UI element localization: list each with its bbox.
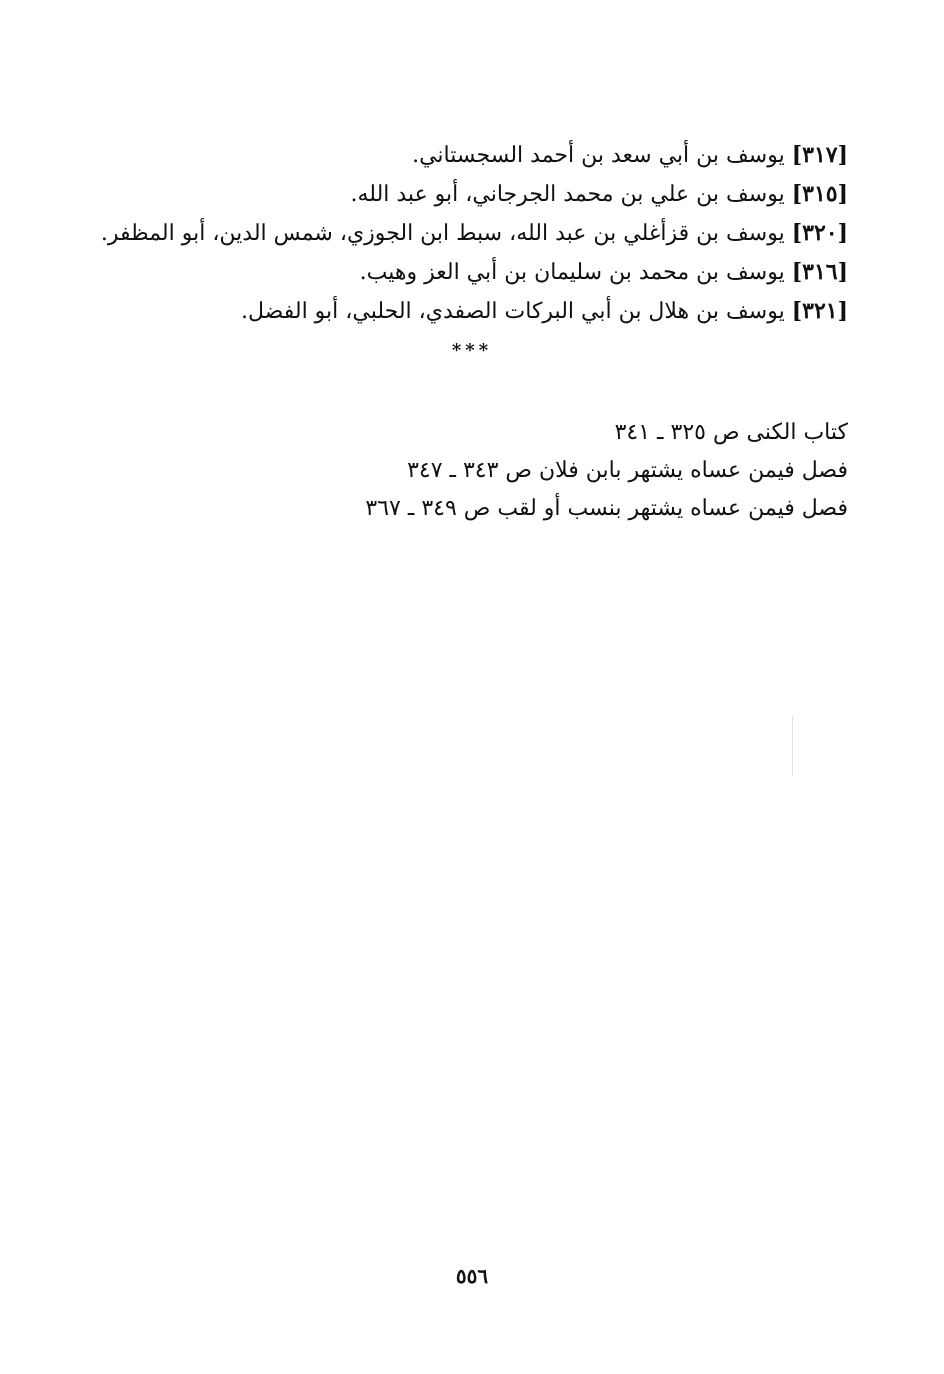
entry-number: [٣١٦] <box>791 259 848 285</box>
page-number: ٥٥٦ <box>455 1264 489 1288</box>
entry-text: يوسف بن علي بن محمد الجرجاني، أبو عبد الله. <box>350 182 785 207</box>
entry-text: يوسف بن محمد بن سليمان بن أبي العز وهيب. <box>359 260 785 285</box>
section-line: كتاب الكنى ص ٣٢٥ ـ ٣٤١ <box>614 420 848 445</box>
entry-number: [٣٢١] <box>791 298 848 324</box>
entry-text: يوسف بن أبي سعد بن أحمد السجستاني. <box>412 143 785 168</box>
entry-number: [٣١٥] <box>791 181 848 207</box>
section-index <box>248 414 848 528</box>
section-separator: *** <box>451 340 493 361</box>
entry-text: يوسف بن قزأغلي بن عبد الله، سبط ابن الجوزي، شمس الدين، أبو المظفر. <box>100 221 785 246</box>
scan-mark <box>792 716 793 776</box>
entry-text: يوسف بن هلال بن أبي البركات الصفدي، الحلبي، أبو الفضل. <box>241 299 785 324</box>
entry-number: [٣١٧] <box>791 142 848 168</box>
entry-list <box>100 136 848 331</box>
list-item <box>100 214 848 253</box>
section-line: فصل فيمن عساه يشتهر بنسب أو لقب ص ٣٤٩ ـ ٣٦٧ <box>365 496 848 521</box>
list-item <box>108 136 848 175</box>
section-line: فصل فيمن عساه يشتهر بابن فلان ص ٣٤٣ ـ ٣٤٧ <box>407 458 848 483</box>
list-item <box>108 292 848 331</box>
entry-number: [٣٢٠] <box>791 220 848 246</box>
list-item <box>108 175 848 214</box>
list-item <box>108 253 848 292</box>
